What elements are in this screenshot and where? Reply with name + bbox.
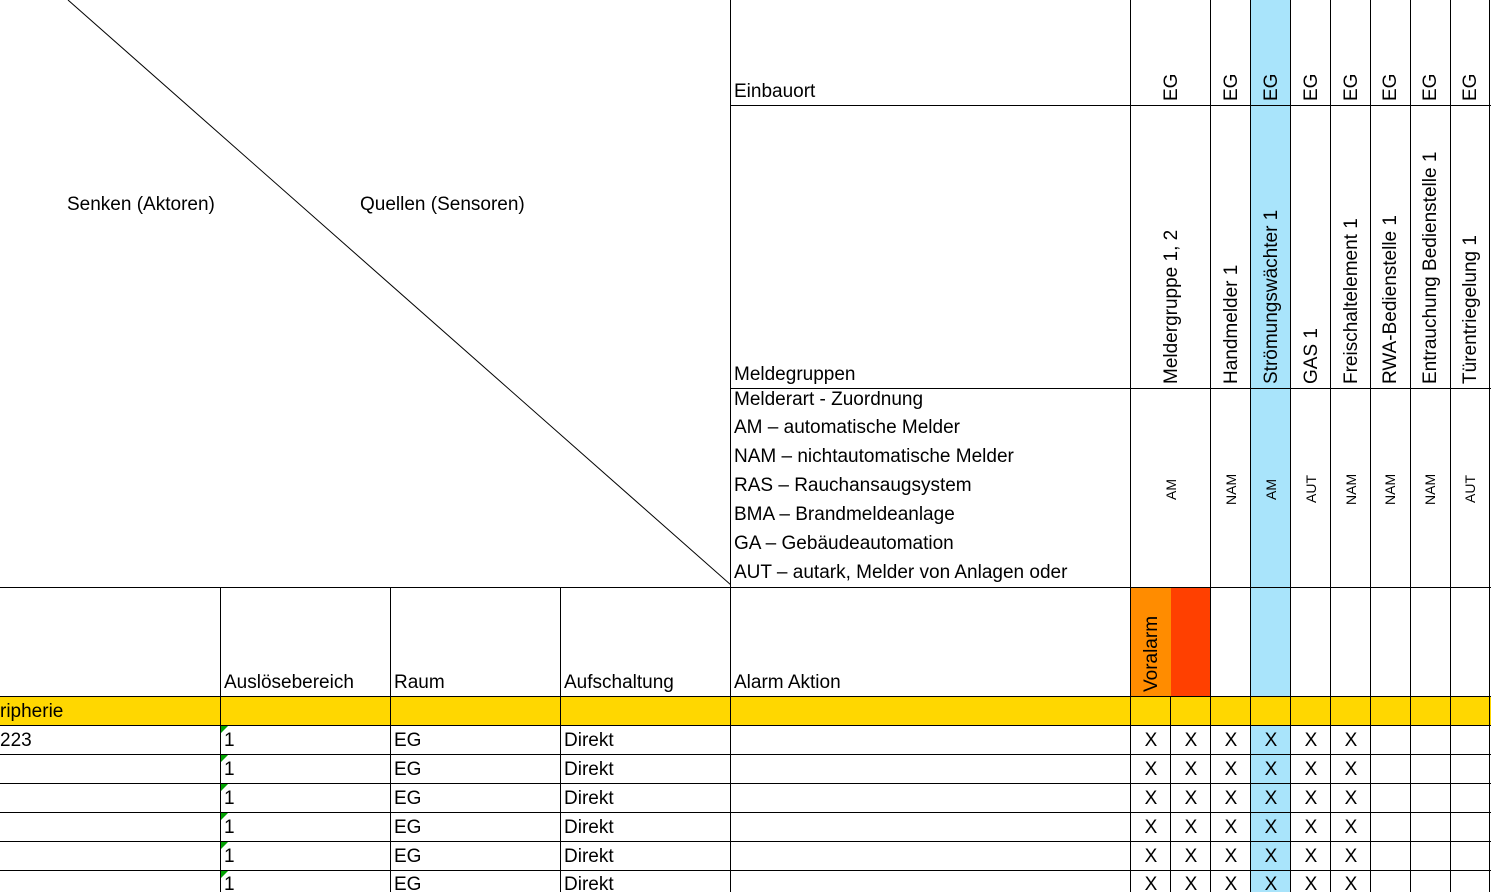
melderart-line: NAM – nichtautomatische Melder	[734, 446, 1014, 467]
meldegruppe-name: RWA-Bedienstelle 1	[1380, 215, 1401, 384]
row-mark: X	[1264, 846, 1278, 867]
row-mark: X	[1144, 846, 1158, 867]
quellen-label: Quellen (Sensoren)	[360, 194, 525, 215]
header-raum: Raum	[394, 672, 445, 693]
grid-vline	[1410, 0, 1411, 892]
meldegruppen-label: Meldegruppen	[734, 364, 856, 385]
meldegruppe-name: Handmelder 1	[1221, 264, 1242, 384]
melderart-line: Melderart - Zuordnung	[734, 389, 924, 410]
header-ausloesebereich: Auslösebereich	[224, 672, 354, 693]
row-mark: X	[1264, 730, 1278, 751]
row-raum: EG	[394, 874, 422, 895]
meldegruppe-name: Meldergruppe 1, 2	[1161, 229, 1182, 384]
voralarm-label: Voralarm	[1141, 615, 1162, 692]
row-aufschaltung: Direkt	[564, 817, 614, 838]
grid-hline	[0, 587, 1491, 588]
melderart-cell: AM	[1163, 479, 1179, 500]
grid-vline	[1489, 0, 1490, 892]
row-mark: X	[1264, 874, 1278, 895]
row-bereich: 1	[224, 846, 235, 867]
grid-hline	[730, 105, 1491, 106]
einbauort-cell: EG	[1221, 73, 1242, 101]
grid-vline	[1450, 0, 1451, 892]
melderart-line: AM – automatische Melder	[734, 417, 960, 438]
row-aufschaltung: Direkt	[564, 788, 614, 809]
section-label: ripherie	[0, 701, 64, 722]
row-mark: X	[1264, 817, 1278, 838]
einbauort-cell: EG	[1341, 73, 1362, 101]
row-mark: X	[1184, 730, 1198, 751]
row-mark: X	[1224, 759, 1238, 780]
row-mark: X	[1304, 817, 1318, 838]
row-mark: X	[1224, 788, 1238, 809]
meldegruppe-name: Entrauchung Bedienstelle 1	[1420, 151, 1441, 384]
row-mark: X	[1224, 874, 1238, 895]
row-raum: EG	[394, 817, 422, 838]
einbauort-cell: EG	[1261, 73, 1282, 101]
melderart-cell: NAM	[1382, 473, 1398, 505]
row-mark: X	[1224, 817, 1238, 838]
row-mark: X	[1344, 788, 1358, 809]
row-mark: X	[1304, 730, 1318, 751]
row-id: 223	[0, 730, 32, 751]
row-mark: X	[1144, 817, 1158, 838]
diagonal-divider	[0, 0, 731, 588]
row-mark: X	[1304, 788, 1318, 809]
row-mark: X	[1264, 759, 1278, 780]
meldegruppe-name: Freischaltelement 1	[1341, 218, 1362, 384]
row-raum: EG	[394, 846, 422, 867]
meldegruppe-name: Strömungswächter 1	[1261, 209, 1282, 384]
melderart-cell: AUT	[1462, 475, 1478, 503]
einbauort-cell: EG	[1301, 73, 1322, 101]
row-mark: X	[1304, 874, 1318, 895]
section-row	[0, 697, 1491, 726]
meldegruppe-name: Türentriegelung 1	[1460, 235, 1481, 384]
row-mark: X	[1264, 788, 1278, 809]
einbauort-cell: EG	[1460, 73, 1481, 101]
header-alarm-aktion: Alarm Aktion	[734, 672, 841, 693]
grid-vline	[730, 0, 731, 892]
row-aufschaltung: Direkt	[564, 730, 614, 751]
row-mark: X	[1144, 730, 1158, 751]
header-aufschaltung: Aufschaltung	[564, 672, 674, 693]
row-bereich: 1	[224, 759, 235, 780]
einbauort-cell: EG	[1420, 73, 1441, 101]
row-mark: X	[1144, 788, 1158, 809]
row-mark: X	[1184, 846, 1198, 867]
row-mark: X	[1304, 759, 1318, 780]
row-mark: X	[1344, 874, 1358, 895]
row-mark: X	[1224, 730, 1238, 751]
alarm-cell	[1171, 588, 1211, 697]
melderart-line: AUT – autark, Melder von Anlagen oder	[734, 562, 1068, 583]
row-aufschaltung: Direkt	[564, 874, 614, 895]
row-bereich: 1	[224, 874, 235, 895]
meldegruppe-name: GAS 1	[1301, 328, 1322, 384]
row-mark: X	[1144, 759, 1158, 780]
grid-vline	[390, 588, 391, 892]
senken-label: Senken (Aktoren)	[67, 194, 215, 215]
row-bereich: 1	[224, 817, 235, 838]
row-mark: X	[1344, 730, 1358, 751]
row-mark: X	[1184, 759, 1198, 780]
melderart-cell: NAM	[1223, 473, 1239, 505]
row-mark: X	[1144, 874, 1158, 895]
row-aufschaltung: Direkt	[564, 759, 614, 780]
row-bereich: 1	[224, 730, 235, 751]
row-raum: EG	[394, 759, 422, 780]
row-mark: X	[1224, 846, 1238, 867]
melderart-line: GA – Gebäudeautomation	[734, 533, 954, 554]
melderart-cell: AUT	[1303, 475, 1319, 503]
row-mark: X	[1344, 759, 1358, 780]
row-mark: X	[1184, 874, 1198, 895]
einbauort-cell: EG	[1161, 73, 1182, 101]
row-mark: X	[1344, 817, 1358, 838]
melderart-line: RAS – Rauchansaugsystem	[734, 475, 972, 496]
row-bereich: 1	[224, 788, 235, 809]
row-mark: X	[1184, 788, 1198, 809]
melderart-line: BMA – Brandmeldeanlage	[734, 504, 955, 525]
row-mark: X	[1184, 817, 1198, 838]
melderart-cell: NAM	[1343, 473, 1359, 505]
einbauort-cell: EG	[1380, 73, 1401, 101]
grid-vline	[560, 588, 561, 892]
row-mark: X	[1304, 846, 1318, 867]
row-aufschaltung: Direkt	[564, 846, 614, 867]
melderart-cell: NAM	[1422, 473, 1438, 505]
row-raum: EG	[394, 730, 422, 751]
grid-hline	[0, 696, 1491, 697]
melderart-cell: AM	[1263, 479, 1279, 500]
einbauort-label: Einbauort	[734, 81, 816, 102]
row-mark: X	[1344, 846, 1358, 867]
row-raum: EG	[394, 788, 422, 809]
